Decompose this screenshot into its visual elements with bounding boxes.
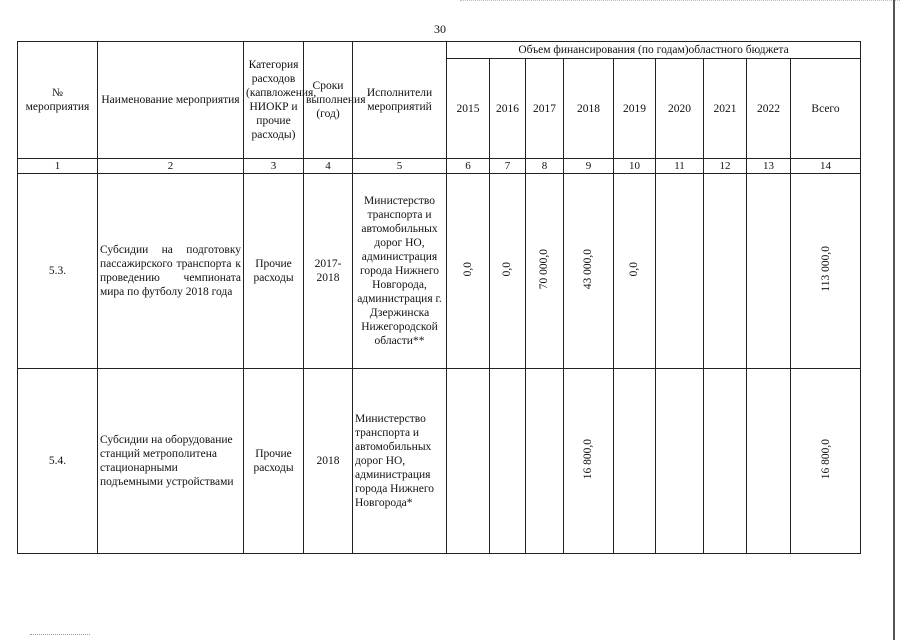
column-number: 8 (526, 159, 564, 174)
financing-table (17, 41, 861, 554)
value-cell (564, 174, 614, 369)
header-year: 2020 (656, 59, 704, 159)
row-name: Субсидии на подготовку пассажирского транспорта к проведению чемпионата мира по футболу 2018 года (98, 174, 244, 369)
value-cell (447, 369, 490, 554)
header-name: Наименование мероприятия (98, 42, 244, 159)
column-number: 5 (353, 159, 447, 174)
value-2016: 0,0 (501, 261, 514, 277)
row-term: 2018 (304, 369, 353, 554)
header-year: 2016 (490, 59, 526, 159)
column-number: 4 (304, 159, 353, 174)
value-cell (747, 369, 791, 554)
row-num: 5.4. (18, 369, 98, 554)
scan-edge-bottom (30, 634, 90, 636)
column-number: 9 (564, 159, 614, 174)
column-number: 1 (18, 159, 98, 174)
row-term: 2017-2018 (304, 174, 353, 369)
header-term: Сроки выполнения (год) (304, 42, 353, 159)
table-row (18, 174, 861, 369)
scan-edge-right (893, 0, 895, 640)
row-name: Субсидии на оборудование станций метрополитена стационарными подъемными устройствами (98, 369, 244, 554)
row-executors: Министерство транспорта и автомобильных дорог НО, администрация города Нижнего Новгорода, администрация г. Дзержинска Нижегородской области** (353, 174, 447, 369)
row-num: 5.3. (18, 174, 98, 369)
value-cell (656, 174, 704, 369)
value-cell (614, 369, 656, 554)
value-cell (747, 174, 791, 369)
header-year: 2018 (564, 59, 614, 159)
value-cell (791, 369, 861, 554)
column-number: 12 (704, 159, 747, 174)
value-2019: 0,0 (628, 261, 641, 277)
row-category: Прочие расходы (244, 174, 304, 369)
column-number: 10 (614, 159, 656, 174)
header-year: 2017 (526, 59, 564, 159)
value-cell (614, 174, 656, 369)
header-financing: Объем финансирования (по годам)областного бюджета (447, 42, 861, 59)
header-year: 2019 (614, 59, 656, 159)
header-num: № мероприятия (18, 42, 98, 159)
column-number: 2 (98, 159, 244, 174)
header-year: 2021 (704, 59, 747, 159)
value-cell (526, 369, 564, 554)
value-cell (526, 174, 564, 369)
value-total: 16 800,0 (819, 438, 832, 480)
page-number: 30 (434, 22, 446, 36)
value-cell (704, 369, 747, 554)
scan-edge-top (460, 0, 900, 2)
column-number-row (18, 159, 861, 174)
column-number: 14 (791, 159, 861, 174)
column-number: 7 (490, 159, 526, 174)
row-category: Прочие расходы (244, 369, 304, 554)
value-2018: 16 800,0 (582, 438, 595, 480)
row-executors: Министерство транспорта и автомобильных дорог НО, администрация города Нижнего Новгорода* (353, 369, 447, 554)
table-row (18, 369, 861, 554)
value-cell (791, 174, 861, 369)
header-category: Категория расходов (капвложения, НИОКР и прочие расходы) (244, 42, 304, 159)
header-executors: Исполнители мероприятий (353, 42, 447, 159)
value-cell (564, 369, 614, 554)
header-year: 2022 (747, 59, 791, 159)
column-number: 6 (447, 159, 490, 174)
value-cell (490, 174, 526, 369)
column-number: 3 (244, 159, 304, 174)
value-cell (490, 369, 526, 554)
header-total: Всего (791, 59, 861, 159)
value-2017: 70 000,0 (538, 248, 551, 290)
value-2015: 0,0 (461, 261, 474, 277)
header-year: 2015 (447, 59, 490, 159)
column-number: 11 (656, 159, 704, 174)
value-2018: 43 000,0 (582, 248, 595, 290)
column-number: 13 (747, 159, 791, 174)
value-cell (656, 369, 704, 554)
value-cell (447, 174, 490, 369)
header-row-1 (18, 42, 861, 59)
value-total: 113 000,0 (819, 246, 832, 292)
value-cell (704, 174, 747, 369)
